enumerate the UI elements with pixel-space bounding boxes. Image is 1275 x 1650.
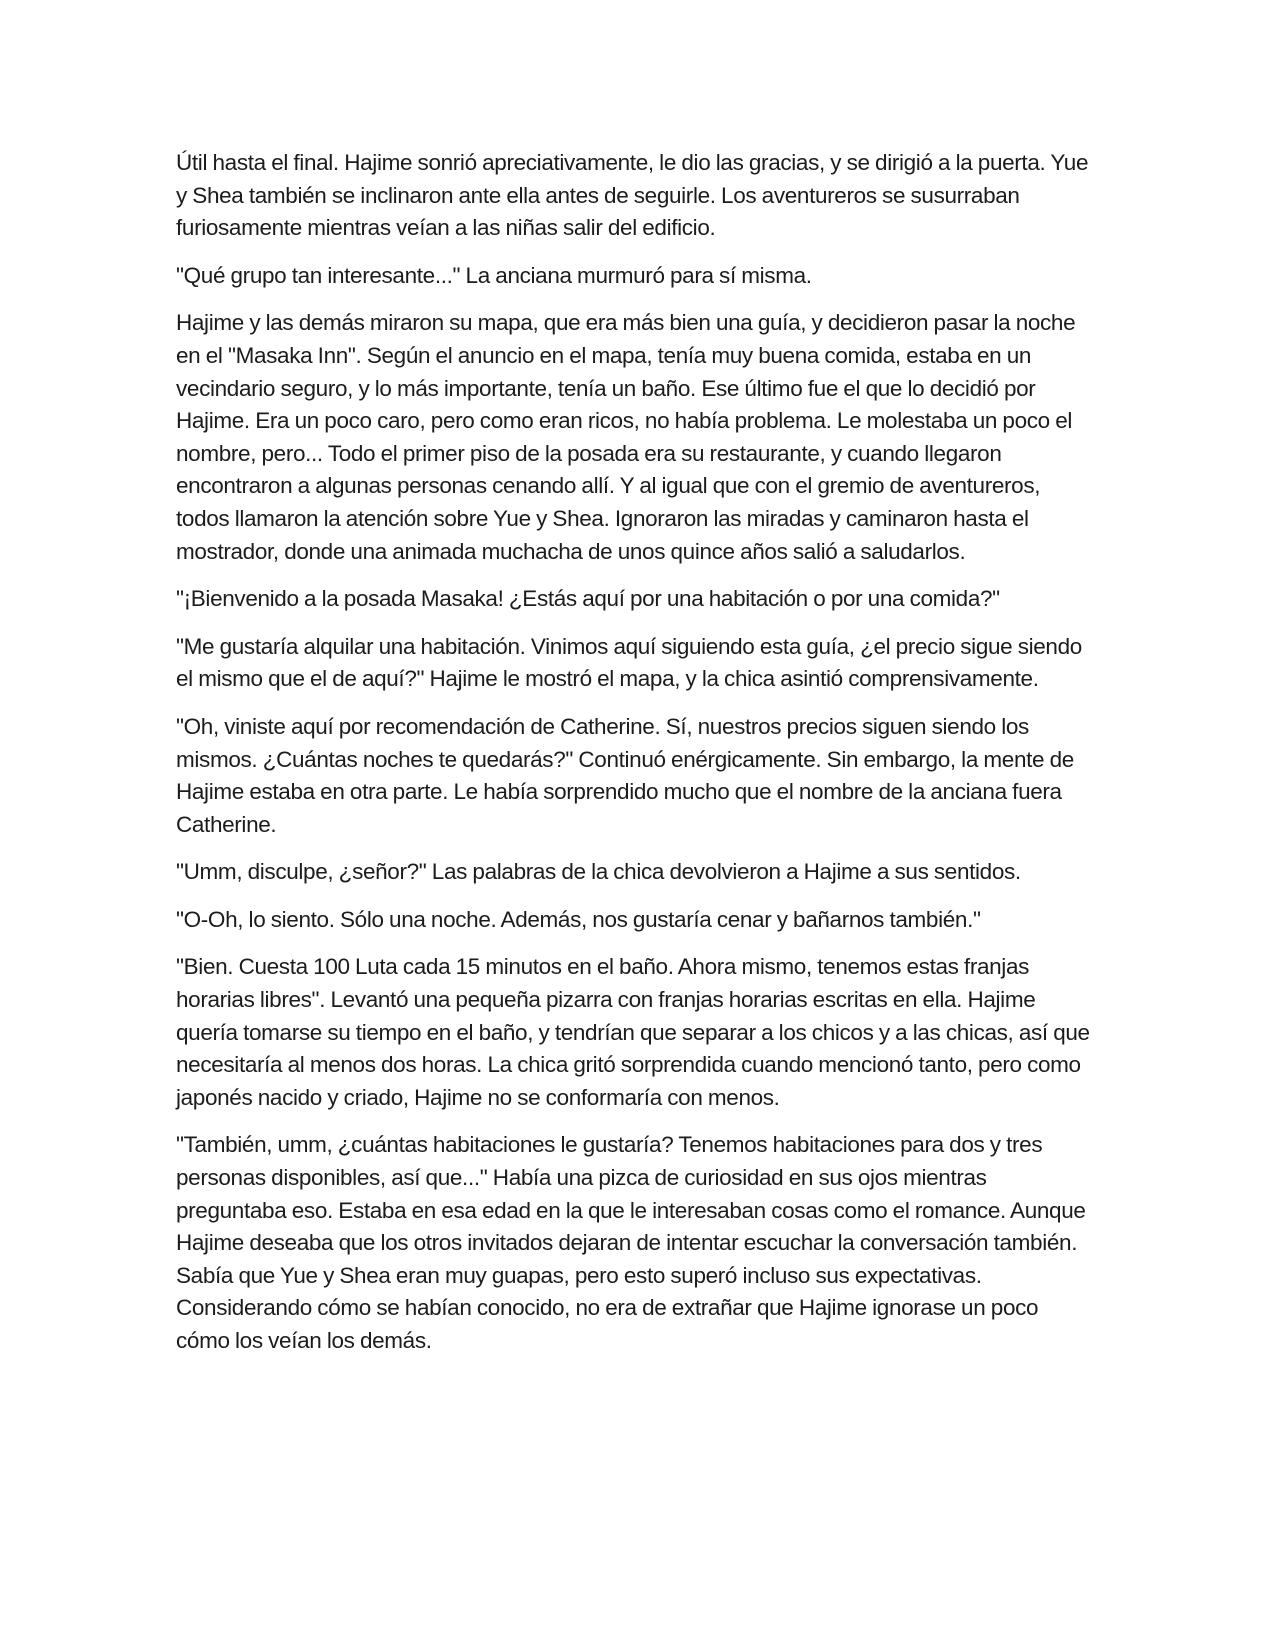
paragraph-6: "Oh, viniste aquí por recomendación de Catherine. Sí, nuestros precios siguen siendo los mismos. ¿Cuántas noches te quedarás?" Continuó enérgicamente. Sin embargo, la mente de Hajime estaba en otra parte. Le había sorprendido mucho que el nombre de la anciana fuera Catherine. [176,713,1074,837]
paragraph-3: Hajime y las demás miraron su mapa, que era más bien una guía, y decidieron pasar la noche en el "Masaka Inn". Según el anuncio en el mapa, tenía muy buena comida, estaba en un vecindario seguro, y lo más importante, tenía un baño. Ese último fue el que lo decidió por Hajime. Era un poco caro, pero como eran ricos, no había problema. Le molestaba un poco el nombre, pero... Todo el primer piso de la posada era su restaurante, y cuando llegaron encontraron a algunas personas cenando allí. Y al igual que con el gremio de aventureros, todos llamaron la atención sobre Yue y Shea. Ignoraron las miradas y caminaron hasta el mostrador, donde una animada muchacha de unos quince años salió a saludarlos. [176,310,1076,564]
paragraph-1: Útil hasta el final. Hajime sonrió apreciativamente, le dio las gracias, y se dirigió a la puerta. Yue y Shea también se inclinaron ante ella antes de seguirle. Los aventureros se susurraban furiosamente mientras veían a las niñas salir del edificio. [176,150,1089,241]
body-text [176,147,1096,1373]
paragraph-10: "También, umm, ¿cuántas habitaciones le gustaría? Tenemos habitaciones para dos y tres personas disponibles, así que..." Había una pizca de curiosidad en sus ojos mientras preguntaba eso. Estaba en esa edad en la que le interesaban cosas como el romance. Aunque Hajime deseaba que los otros invitados dejaran de intentar escuchar la conversación también. Sabía que Yue y Shea eran muy guapas, pero esto superó incluso sus expectativas. Considerando cómo se habían conocido, no era de extrañar que Hajime ignorase un poco cómo los veían los demás. [176,1132,1086,1353]
paragraph-5: "Me gustaría alquilar una habitación. Vinimos aquí siguiendo esta guía, ¿el precio sigue siendo el mismo que el de aquí?" Hajime le mostró el mapa, y la chica asintió comprensivamente. [176,633,1082,692]
paragraph-9: "Bien. Cuesta 100 Luta cada 15 minutos en el baño. Ahora mismo, tenemos estas franjas horarias libres". Levantó una pequeña pizarra con franjas horarias escritas en ella. Hajime quería tomarse su tiempo en el baño, y tendrían que separar a los chicos y a las chicas, así que necesitaría al menos dos horas. La chica gritó sorprendida cuando mencionó tanto, pero como japonés nacido y criado, Hajime no se conformaría con menos. [176,954,1090,1110]
paragraph-8: "O-Oh, lo siento. Sólo una noche. Además, nos gustaría cenar y bañarnos también." [176,906,981,932]
paragraph-7: "Umm, disculpe, ¿señor?" Las palabras de la chica devolvieron a Hajime a sus sentidos. [176,859,1021,885]
paragraph-4: "¡Bienvenido a la posada Masaka! ¿Estás aquí por una habitación o por una comida?" [176,586,1000,612]
paragraph-2: "Qué grupo tan interesante..." La anciana murmuró para sí misma. [176,262,812,288]
